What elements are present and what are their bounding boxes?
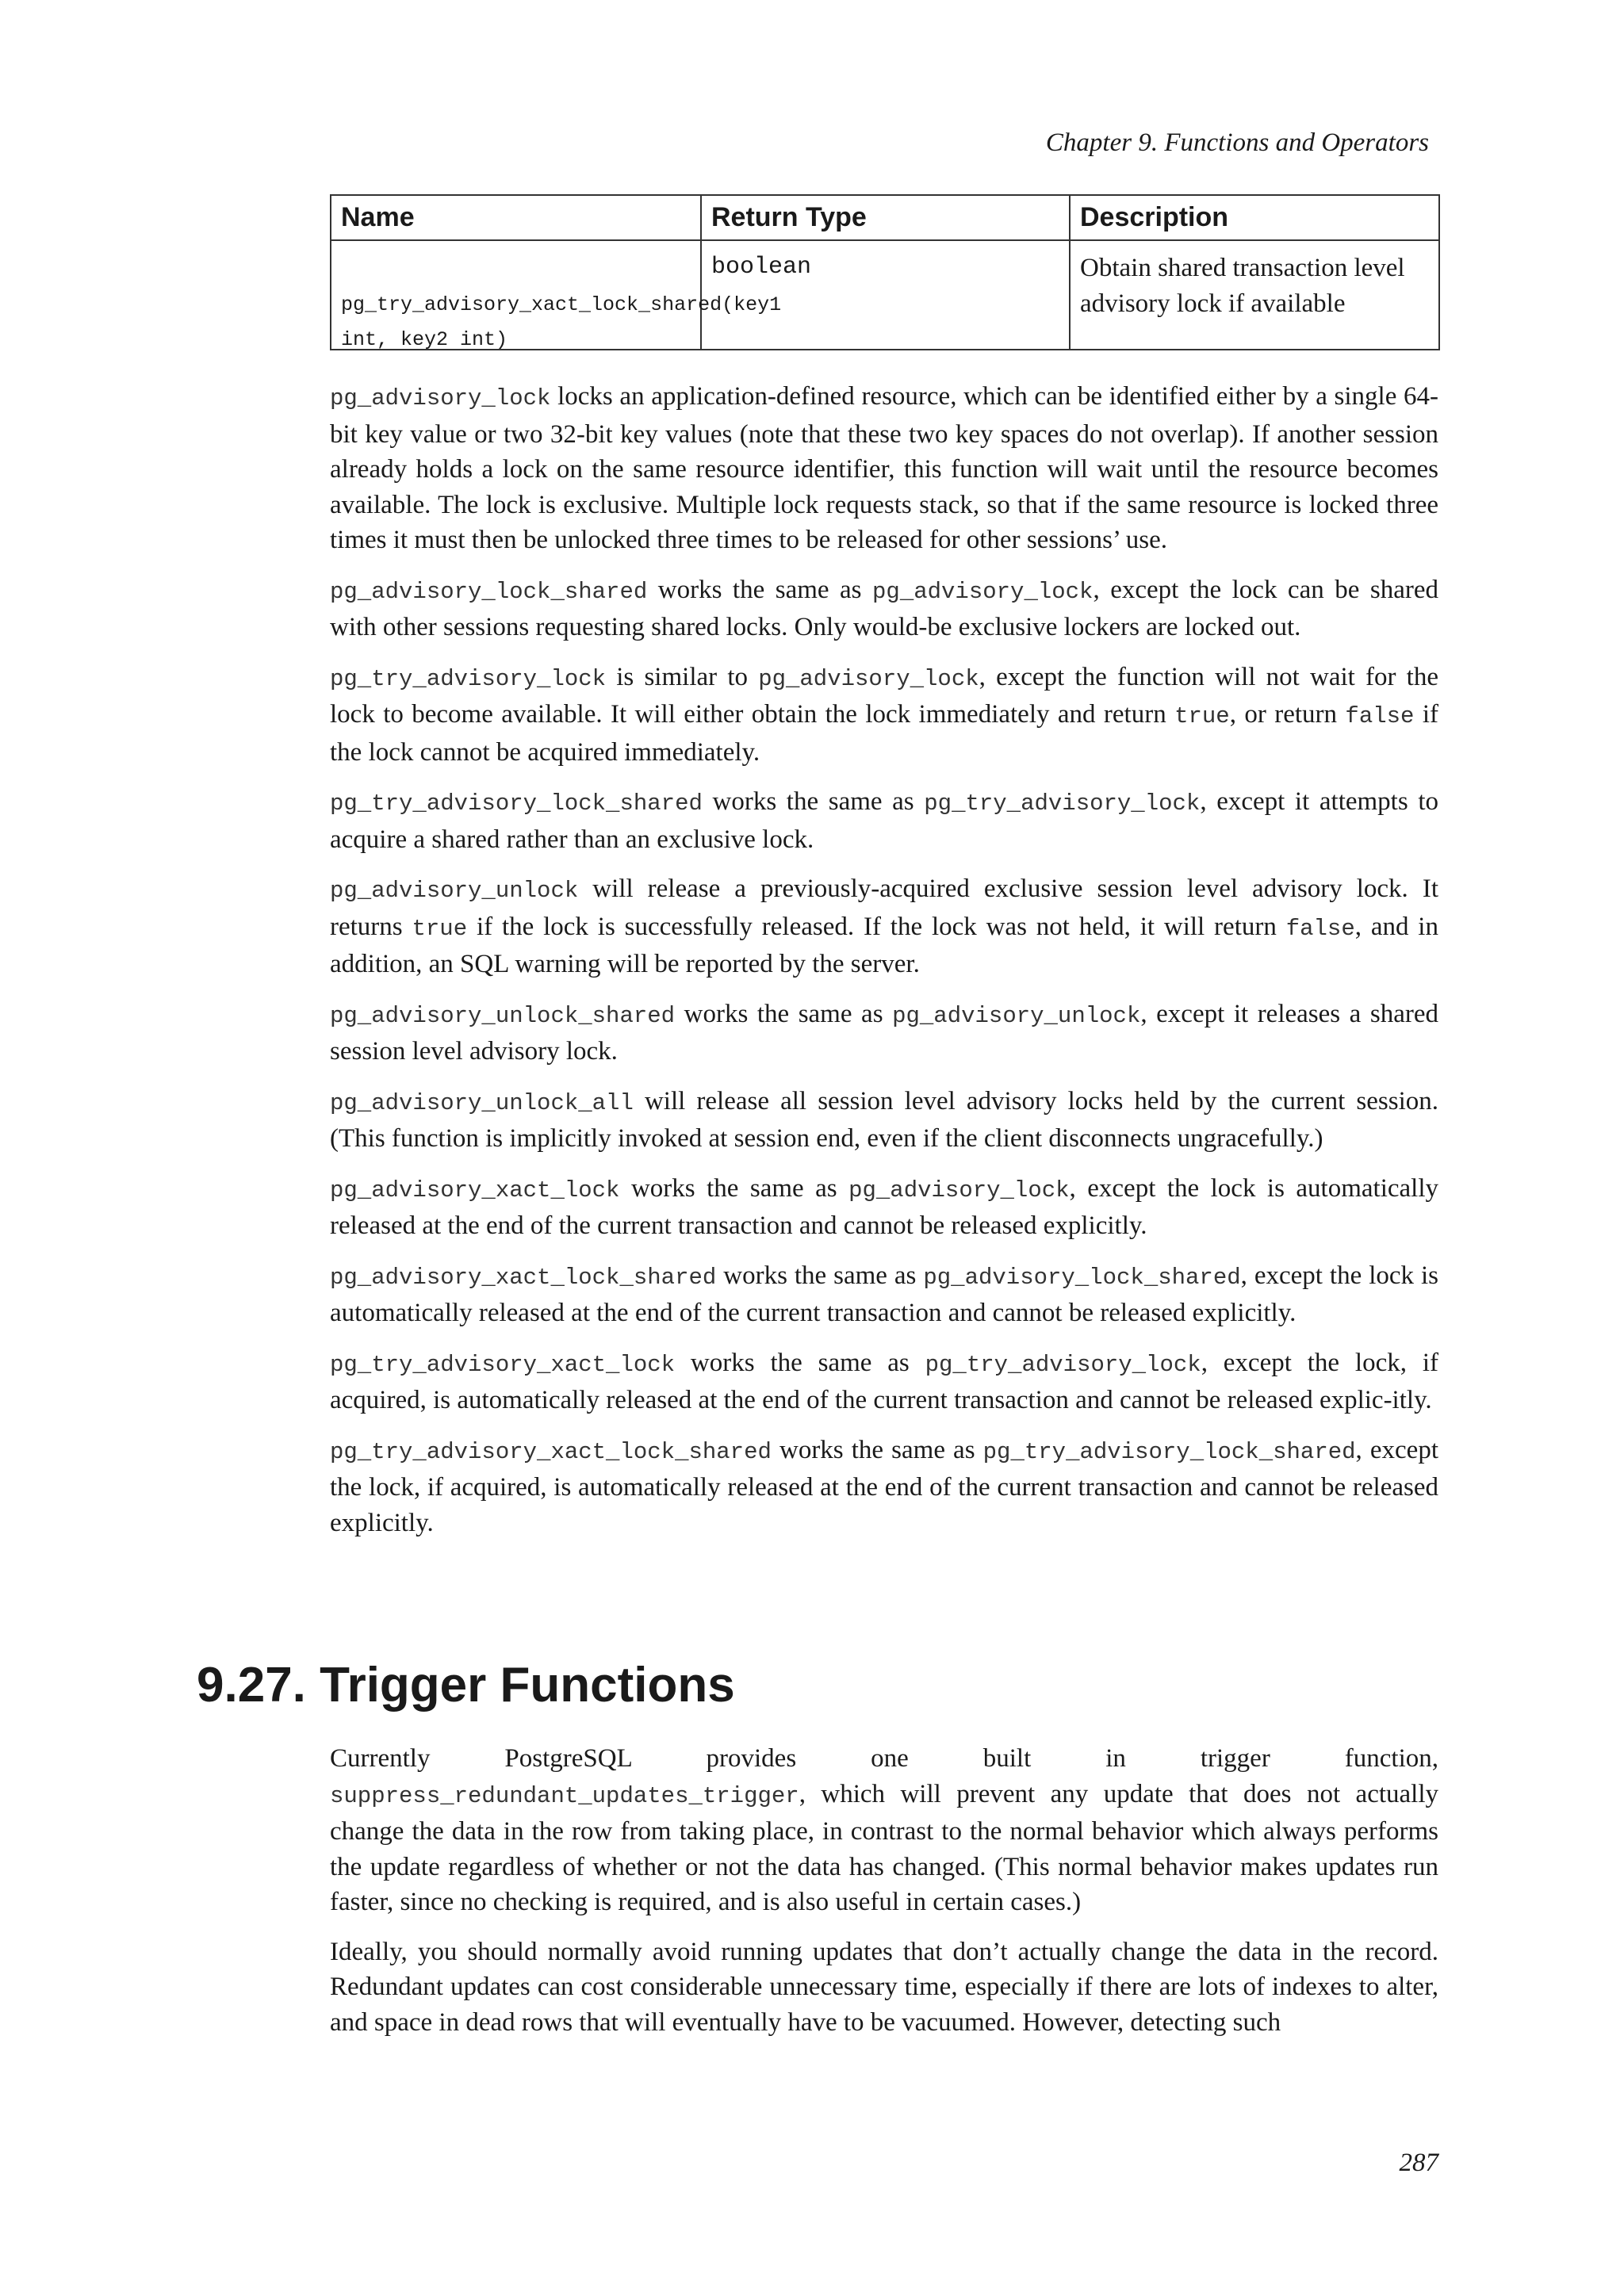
paragraph: pg_advisory_unlock will release a previously-acquired exclusive session level advisory lock. It returns true if the lock is successfully released. If the lock was not held, it will return false, and in addition, an SQL warning will be reported by the server. [330,874,1438,978]
paragraph: pg_try_advisory_lock_shared works the same as pg_try_advisory_lock, except it attempts to acquire a shared rather than an exclusive lock. [330,787,1438,854]
body-text [330,379,1438,1555]
code-term: pg_advisory_lock [848,1177,1070,1203]
code-term: pg_advisory_unlock_all [330,1089,634,1116]
code-term: pg_advisory_xact_lock [330,1177,620,1203]
code-term: pg_advisory_lock_shared [923,1264,1241,1291]
paragraph: pg_try_advisory_xact_lock_shared works the same as pg_try_advisory_lock_shared, except the lock, if acquired, is automatically released at the end of the current transaction and cannot be released explicitly. [330,1435,1439,1537]
code-term: pg_advisory_unlock_shared [330,1002,676,1029]
paragraph: Ideally, you should normally avoid running updates that don’t actually change the data in the record. Redundant updates can cost considerable unnecessary time, especially if there are lots of indexes to alter, and space in dead rows that will eventually have to be vacuumed. However, detecting such [330,1937,1438,2037]
code-term: pg_advisory_unlock [330,878,579,904]
running-head: Chapter 9. Functions and Operators [1045,128,1429,157]
code-term: pg_try_advisory_lock_shared [982,1438,1356,1465]
function-signature-line2: int, key2 int) [341,328,508,351]
function-signature-line1: pg_try_advisory_xact_lock_shared(key1 [341,293,782,316]
code-term: pg_advisory_lock_shared [330,578,648,605]
cell-description [1070,240,1439,350]
description-value: Obtain shared transaction level advisory lock if available [1080,254,1405,318]
paragraph: pg_try_advisory_lock is similar to pg_advisory_lock, except the function will not wait for the lock to become available. It will either obtain the lock immediately and return true, or return false if the lock cannot be acquired immediately. [330,662,1438,767]
section-heading: 9.27. Trigger Functions [197,1658,735,1712]
code-term: pg_try_advisory_lock [925,1351,1201,1378]
code-term: pg_try_advisory_xact_lock_shared [330,1438,772,1465]
code-term: pg_try_advisory_xact_lock [330,1351,676,1378]
paragraph: pg_advisory_unlock_all will release all session level advisory locks held by the current session. (This function is implicitly invoked at session end, even if the client disconnects ungracefully.) [330,1086,1438,1153]
code-term: true [412,915,468,942]
code-term: pg_advisory_xact_lock_shared [330,1264,717,1291]
code-term: false [1285,915,1355,942]
paragraph: pg_advisory_xact_lock works the same as pg_advisory_lock, except the lock is automatically released at the end of the current transaction and cannot be released explicitly. [330,1173,1438,1240]
code-term: pg_try_advisory_lock [330,665,607,692]
paragraph: pg_advisory_xact_lock_shared works the same as pg_advisory_lock_shared, except the lock is automatically released at the end of the current transaction and cannot be released explicitly. [330,1261,1438,1327]
return-type-value: boolean [711,254,812,281]
code-term: pg_advisory_lock [330,385,551,411]
code-term: false [1345,703,1415,729]
code-term: true [1174,703,1230,729]
column-header-return-type: Return Type [701,195,1070,240]
page-number: 287 [1399,2149,1438,2177]
paragraph: pg_advisory_lock locks an application-defined resource, which can be identified either by a single 64-bit key value or two 32-bit key values (note that these two key spaces do not overlap). If another session already holds a lock on the same resource identifier, this function will wait until the resource becomes available. The lock is exclusive. Multiple lock requests stack, so that if the same resource is locked three times it must then be unlocked three times to be released for other sessions’ use. [330,382,1438,554]
column-header-description: Description [1070,195,1439,240]
section-body [330,1741,1438,2054]
table-row [331,240,1439,350]
paragraph: pg_advisory_unlock_shared works the same as pg_advisory_unlock, except it releases a shared session level advisory lock. [330,999,1438,1066]
code-term: pg_advisory_lock [872,578,1094,605]
column-header-name: Name [331,195,701,240]
paragraph: pg_advisory_lock_shared works the same as pg_advisory_lock, except the lock can be shared with other sessions requesting shared locks. Only would-be exclusive lockers are locked out. [330,575,1438,641]
paragraph: Currently PostgreSQL provides one built in trigger function, suppress_redundant_updates_trigger, which will prevent any update that does not actually change the data in the row from taking place, in contrast to the normal behavior which always performs the update regardless of whether or not the data has changed. (This normal behavior makes updates run faster, since no checking is required, and is also useful in certain cases.) [330,1744,1438,1916]
code-term: pg_try_advisory_lock [924,790,1201,817]
table-header-row [331,195,1439,240]
function-table [330,194,1440,350]
paragraph: pg_try_advisory_xact_lock works the same as pg_try_advisory_lock, except the lock, if acquired, is automatically released at the end of the current transaction and cannot be released explic-itly. [330,1348,1438,1414]
code-term: suppress_redundant_updates_trigger [330,1782,799,1809]
code-term: pg_advisory_unlock [892,1002,1141,1029]
code-term: pg_try_advisory_lock_shared [330,790,703,817]
code-term: pg_advisory_lock [758,665,979,692]
